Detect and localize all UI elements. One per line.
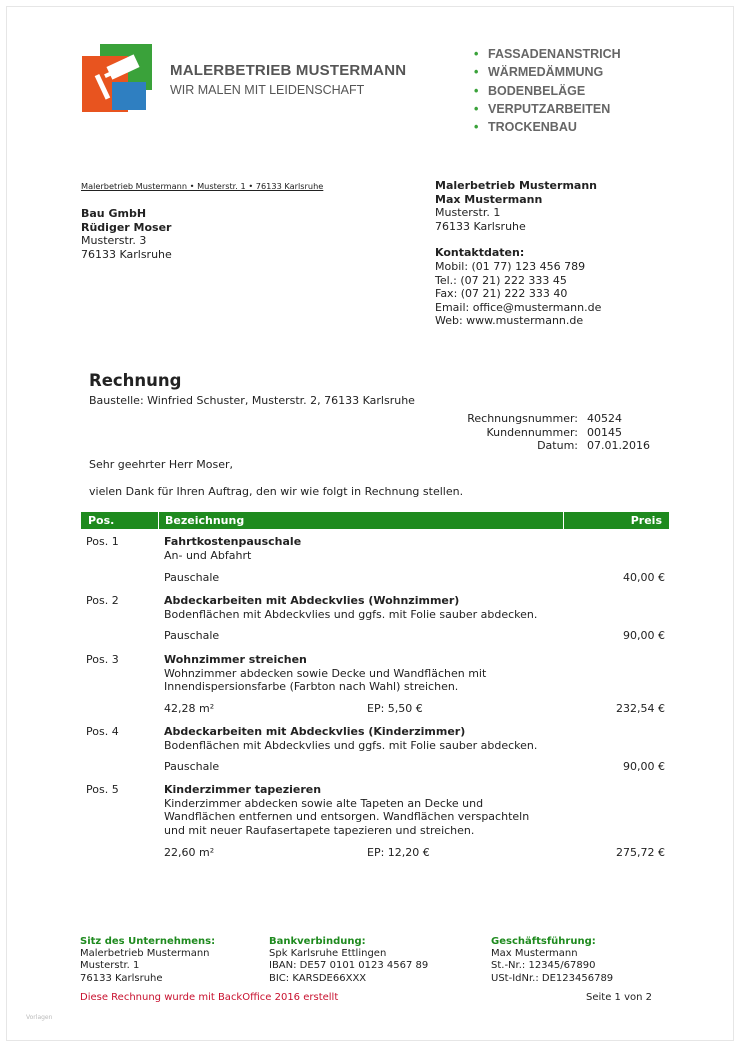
- row-price: 275,72 €: [616, 846, 665, 859]
- table-header: [81, 512, 669, 529]
- row-quantity: Pauschale: [164, 629, 220, 642]
- row-line: Bodenflächen mit Abdeckvlies und ggfs. mit Folie sauber abdecken.: [164, 607, 538, 621]
- footer-bank: [269, 936, 428, 985]
- header-pos: Pos.: [88, 514, 115, 527]
- header-divider: [158, 512, 159, 529]
- service-item: • VERPUTZARBEITEN: [474, 100, 621, 118]
- customer-number: 00145: [587, 425, 622, 439]
- page-number: Seite 1 von 2: [586, 992, 652, 1003]
- row-unit-price: EP: 12,20 €: [367, 846, 430, 859]
- row-description: [164, 725, 564, 752]
- invoice-meta-labels: [420, 412, 578, 453]
- bullet-icon: •: [474, 65, 479, 80]
- footer-line: Spk Karlsruhe Ettlingen: [269, 948, 387, 960]
- row-line: Wohnzimmer abdecken sowie Decke und Wandflächen mit: [164, 666, 487, 680]
- sender-return-line: Malerbetrieb Mustermann • Musterstr. 1 • 76133 Karlsruhe: [81, 181, 324, 191]
- recipient-address: [81, 207, 172, 261]
- greeting: Sehr geehrter Herr Moser,: [89, 458, 233, 471]
- recipient-street: Musterstr. 3: [81, 234, 147, 248]
- contact-mobile: Mobil: (01 77) 123 456 789: [435, 259, 586, 273]
- footer-line: 76133 Karlsruhe: [80, 972, 163, 984]
- services-list: [474, 45, 621, 136]
- footer-heading: Sitz des Unternehmens:: [80, 936, 216, 947]
- document-title: Rechnung: [89, 371, 182, 390]
- row-description: [164, 783, 564, 837]
- row-price: 90,00 €: [623, 760, 665, 773]
- row-price: 40,00 €: [623, 571, 665, 584]
- contact-web: Web: www.mustermann.de: [435, 314, 584, 328]
- service-item: • BODENBELÄGE: [474, 82, 621, 100]
- row-pos: Pos. 1: [86, 535, 119, 548]
- row-title: Kinderzimmer tapezieren: [164, 783, 322, 796]
- row-line: und mit neuer Raufasertapete tapezieren und streichen.: [164, 823, 475, 837]
- paint-roller-logo: [82, 44, 152, 112]
- row-pos: Pos. 4: [86, 725, 119, 738]
- footer-line: Max Mustermann: [491, 948, 578, 960]
- construction-site: Baustelle: Winfried Schuster, Musterstr. 2, 76133 Karlsruhe: [89, 394, 415, 407]
- bullet-icon: •: [474, 47, 479, 61]
- brand-name: MALERBETRIEB MUSTERMANN: [170, 62, 407, 79]
- sender-city: 76133 Karlsruhe: [435, 219, 526, 233]
- sender-street: Musterstr. 1: [435, 206, 501, 220]
- recipient-city: 76133 Karlsruhe: [81, 247, 172, 261]
- header-divider: [563, 512, 564, 529]
- recipient-company: Bau GmbH: [81, 207, 147, 220]
- footer-line: USt-IdNr.: DE123456789: [491, 972, 614, 984]
- row-title: Wohnzimmer streichen: [164, 653, 307, 666]
- date-label: Datum:: [537, 439, 578, 453]
- footer-heading: Geschäftsführung:: [491, 936, 596, 947]
- footer-line: St.-Nr.: 12345/67890: [491, 960, 596, 972]
- invoice-meta-values: [587, 412, 650, 453]
- brand-slogan: WIR MALEN MIT LEIDENSCHAFT: [170, 83, 365, 97]
- contact-heading: Kontaktdaten:: [435, 246, 525, 260]
- row-quantity: 22,60 m²: [164, 846, 215, 859]
- row-title: Abdeckarbeiten mit Abdeckvlies (Kinderzimmer): [164, 725, 466, 738]
- sender-owner: Max Mustermann: [435, 192, 543, 206]
- footer-line: IBAN: DE57 0101 0123 4567 89: [269, 960, 429, 972]
- invoice-number-label: Rechnungsnummer:: [467, 412, 578, 425]
- service-item: • TROCKENBAU: [474, 118, 621, 136]
- bullet-icon: •: [474, 101, 479, 116]
- service-item: • WÄRMEDÄMMUNG: [474, 63, 621, 81]
- contact-tel: Tel.: (07 21) 222 333 45: [435, 273, 567, 287]
- recipient-person: Rüdiger Moser: [81, 220, 172, 234]
- row-price: 232,54 €: [616, 702, 665, 715]
- row-line: Kinderzimmer abdecken sowie alte Tapeten an Decke und: [164, 796, 484, 810]
- row-line: Wandflächen entfernen und entsorgen. Wandflächen verspachteln: [164, 810, 530, 824]
- row-description: [164, 594, 564, 621]
- contact-email: Email: office@mustermann.de: [435, 300, 602, 314]
- header-price: Preis: [630, 514, 662, 527]
- row-line: An- und Abfahrt: [164, 548, 252, 562]
- invoice-date: 07.01.2016: [587, 439, 650, 453]
- contact-fax: Fax: (07 21) 222 333 40: [435, 287, 568, 301]
- row-title: Abdeckarbeiten mit Abdeckvlies (Wohnzimmer): [164, 594, 460, 607]
- footer-heading: Bankverbindung:: [269, 936, 366, 947]
- footer-management: [491, 936, 613, 985]
- sender-address: [435, 179, 601, 328]
- footer-line: BIC: KARSDE66XXX: [269, 972, 367, 984]
- service-item: • FASSADENANSTRICH: [474, 45, 621, 63]
- customer-number-label: Kundennummer:: [486, 425, 578, 439]
- row-price: 90,00 €: [623, 629, 665, 642]
- intro-text: vielen Dank für Ihren Auftrag, den wir wie folgt in Rechnung stellen.: [89, 485, 464, 498]
- row-description: [164, 535, 564, 562]
- invoice-number: 40524: [587, 412, 622, 425]
- row-pos: Pos. 3: [86, 653, 119, 666]
- footer-line: Musterstr. 1: [80, 960, 140, 972]
- created-with-note: Diese Rechnung wurde mit BackOffice 2016 erstellt: [80, 992, 339, 1003]
- row-pos: Pos. 2: [86, 594, 119, 607]
- footer-company-seat: [80, 936, 215, 985]
- sender-company: Malerbetrieb Mustermann: [435, 179, 597, 192]
- row-quantity: Pauschale: [164, 571, 220, 584]
- watermark-text: Vorlagen: [26, 1014, 53, 1021]
- row-unit-price: EP: 5,50 €: [367, 702, 423, 715]
- row-line: Innendispersionsfarbe (Farbton nach Wahl) streichen.: [164, 680, 459, 694]
- bullet-icon: •: [474, 120, 479, 135]
- bullet-icon: •: [474, 83, 479, 98]
- row-quantity: 42,28 m²: [164, 702, 215, 715]
- row-line: Bodenflächen mit Abdeckvlies und ggfs. mit Folie sauber abdecken.: [164, 738, 538, 752]
- footer-line: Malerbetrieb Mustermann: [80, 948, 210, 960]
- row-pos: Pos. 5: [86, 783, 119, 796]
- header-description: Bezeichnung: [165, 514, 245, 527]
- row-quantity: Pauschale: [164, 760, 220, 773]
- row-title: Fahrtkostenpauschale: [164, 535, 302, 548]
- row-description: [164, 653, 564, 694]
